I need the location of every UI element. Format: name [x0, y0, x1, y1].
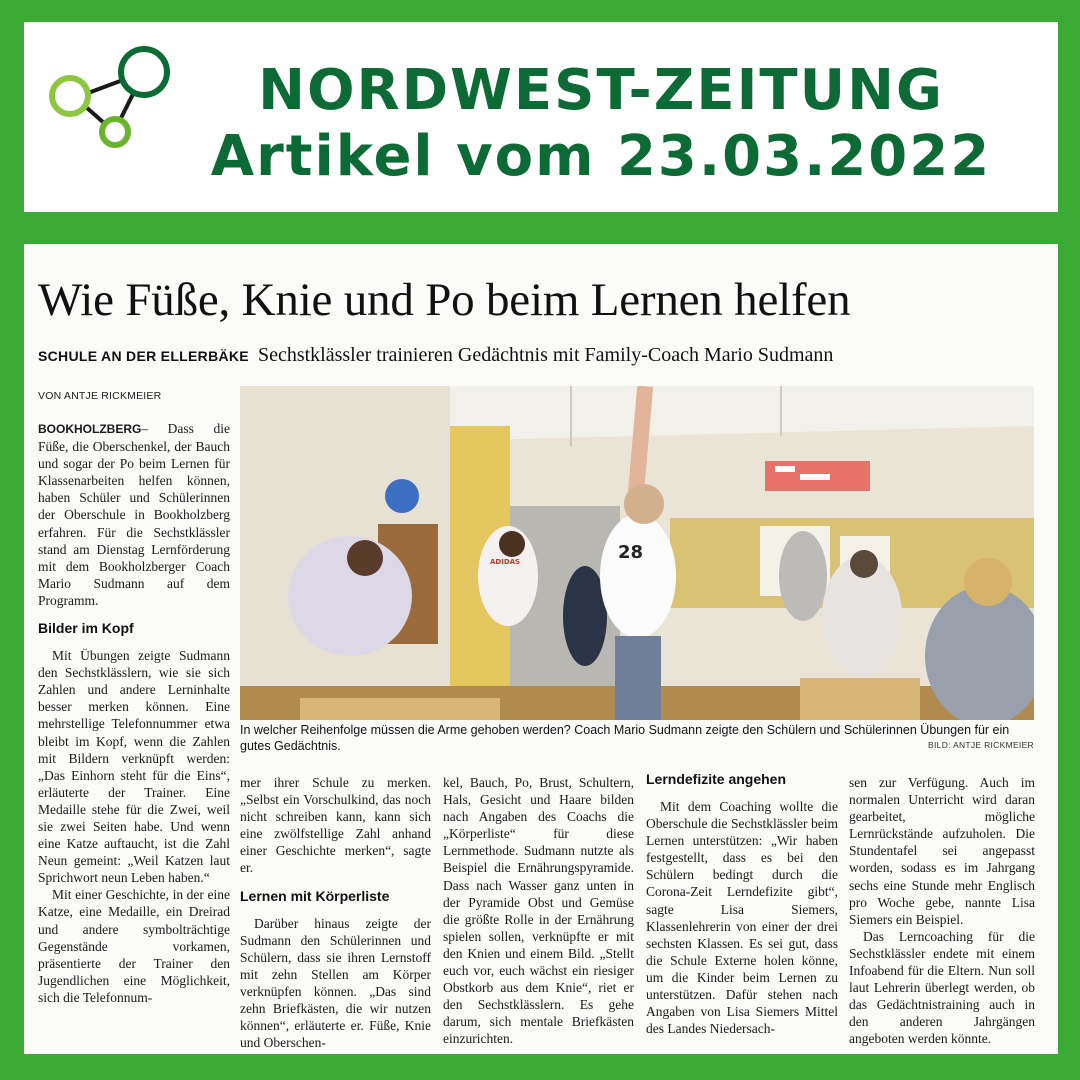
article-text: – Dass die Füße, die Oberschenkel, der Bauch und sogar der Po beim Lernen für Klassenarbeiten helfen können, haben Schüler und Schülerinnen der Oberschule in Bookholzberg erfahren. Für die Sechstklässler stand am Dienstag Lernförderung mit dem Bookholzberger Coach Mario Sudmann auf dem Programm. [38, 421, 230, 608]
photo-caption: In welcher Reihenfolge müssen die Arme gehoben werden? Coach Mario Sudmann zeigte den Schülern und Schülerinnen Übungen für ein gutes Gedächtnis. [240, 723, 1010, 753]
article-headline: Wie Füße, Knie und Po beim Lernen helfen [38, 274, 851, 326]
header-banner [24, 22, 1058, 212]
classroom-photo-image [240, 386, 1034, 720]
article-paragraph: Mit einer Geschichte, in der eine Katze, eine Medaille, ein Dreirad und andere symbolträchtige Gegenstände vorkamen, präsentierte der Trainer den Jugendlichen eine Möglichkeit, sich die Telefonnum- [38, 887, 230, 1005]
banner-title-newspaper: NORDWEST-ZEITUNG [258, 58, 944, 123]
article-subhead: Lernen mit Körperliste [240, 887, 390, 904]
coach-shirt-number: 28 [618, 542, 644, 563]
banner-title [184, 58, 1018, 190]
banner-title-date: Artikel vom 23.03.2022 [210, 124, 992, 189]
article-paragraph: mer ihrer Schule zu merken. „Selbst ein Vorschulkind, das noch nicht schreiben kann, kann sich eine zwölfstellige Zahl anhand einer Geschichte merken“, sagte er. [240, 775, 431, 876]
article-photo [240, 386, 1034, 720]
article-subheadline-row [38, 342, 1044, 369]
photo-credit: BILD: ANTJE RICKMEIER [928, 740, 1034, 750]
article-paragraph [38, 420, 230, 609]
article-dateline: BOOKHOLZBERG [38, 422, 142, 436]
article-paragraph: kel, Bauch, Po, Brust, Schultern, Hals, Gesicht und Haare bilden nach Angaben des Coachs die „Körperliste“ für diese Lernmethode. Sudmann nutzte als Beispiel die Ernährungspyramide. Dass nach Wasser ganz unten in der Pyramide Obst und Gemüse die größte Rolle in der Ernährung spielen sollen, verknüpfte er mit den Knien und einem Bild. „Stellt euch vor, euch wächst ein riesiger Obstkorb aus dem Knie“, riet er den Sechstklässlern. Es gehe darum, sich mentale Briefkästen einzurichten. [443, 775, 634, 1047]
article-paragraph: sen zur Verfügung. Auch im normalen Unterricht wird daran gearbeitet, mögliche Lernrückstände aufzuholen. Die Stundentafel sei angepasst worden, sodass es im Jahrgang sechs eine Stunde mehr Englisch pro Woche gebe, nannte Lisa Siemers ein Beispiel. [849, 775, 1035, 927]
article-paragraph: Mit dem Coaching wollte die Oberschule die Sechstklässler beim Lernen unterstützen: „Wir haben festgestellt, dass es bei den Schülern bedingt durch die Corona-Zeit Lerndefizite gibt“, sagte Lisa Siemers, Klassenlehrerin von einer der drei sechsten Klassen. Es sei gut, dass die Schule Externe holen könne, um die Kinder beim Lernen zu unterstützen. Dafür stehen nach Angaben von Lisa Siemers Mittel des Landes Niedersach- [646, 799, 838, 1037]
article-subheadline: Sechstklässler trainieren Gedächtnis mit Family-Coach Mario Sudmann [257, 344, 834, 366]
newspaper-article [24, 244, 1058, 1054]
article-kicker: SCHULE AN DER ELLERBÄKE [38, 348, 249, 364]
article-paragraph: Darüber hinaus zeigte der Sudmann den Schülerinnen und Schülern, dass sie ihren Lernstoff mit zehn Stellen am Körper verknüpfen können. „Das sind zehn Briefkästen, die wir nutzen können“, erläuterte er. Füße, Knie und Oberschen- [240, 915, 431, 1051]
article-paragraph: Das Lerncoaching für die Sechstklässler endete mit einem Infoabend für die Eltern. Nun soll laut Lehrerin überlegt werden, ob das Gedächtnistraining auch in den anderen Jahrgängen angeboten werden könnte. [849, 928, 1035, 1047]
student-shirt-logo: ADIDAS [490, 558, 521, 566]
article-subhead: Lerndefizite angehen [646, 771, 787, 787]
article-paragraph: Mit Übungen zeigte Sudmann den Sechstklässlern, wie sie sich Zahlen und andere Lerninhalte besser merken können. Eine mehrstellige Telefonnummer etwa bleibt im Kopf, wenn die Zahlen mit Bildern verknüpft werden: „Das Einhorn steht für die Eins“, erläuterte der Trainer. Eine Medaille stehe für die Zwei, weil sie zwei Seiten habe. Und wenn eine Katze auftaucht, ist die Zahl Neun gemeint: „Weil Katzen laut Sprichwort neun Leben haben.“ [38, 648, 230, 886]
article-column-2 [240, 774, 431, 1051]
article-column-4 [646, 766, 838, 1037]
connected-circles-logo-icon [36, 34, 186, 164]
article-byline: VON ANTJE RICKMEIER [38, 390, 162, 402]
article-column-5 [849, 774, 1035, 1048]
article-column-1 [38, 420, 230, 1006]
article-subhead: Bilder im Kopf [38, 620, 134, 637]
article-column-3 [443, 774, 634, 1048]
